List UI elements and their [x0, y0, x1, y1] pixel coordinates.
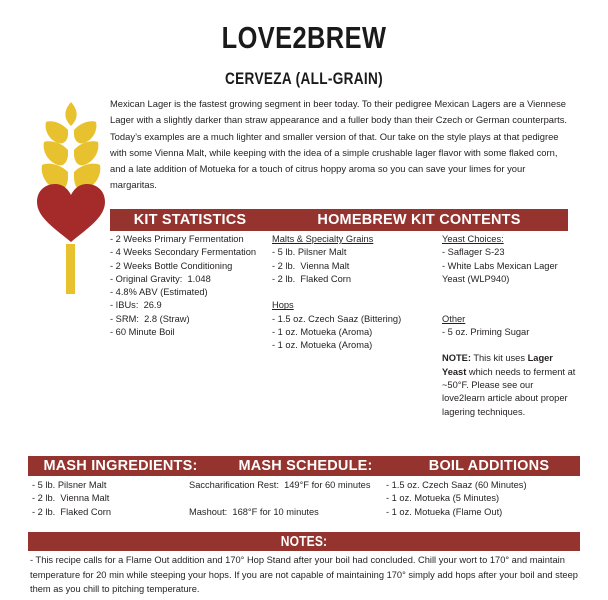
- list-item: - Saflager S-23: [442, 247, 505, 258]
- list-item: - 2 Weeks Bottle Conditioning: [110, 260, 233, 271]
- list-item: - 5 oz. Priming Sugar: [442, 327, 530, 338]
- notes-header-band: [28, 532, 580, 551]
- list-item: - SRM: 2.8 (Straw): [110, 313, 190, 324]
- mash-columns: [28, 479, 588, 519]
- note-bold-term: Lager Yeast: [442, 353, 553, 377]
- list-item: - 60 Minute Boil: [110, 327, 175, 338]
- list-item: - 2 lb. Flaked Corn: [32, 506, 112, 517]
- saccharification-rest: Saccharification Rest: 149°F for 60 minutes: [189, 480, 371, 490]
- homebrew-kit-contents-header: [270, 211, 568, 229]
- list-item: - 2 lb. Flaked Corn: [272, 273, 352, 284]
- yeast-heading: Yeast Choices:: [442, 234, 504, 244]
- list-item: - 2 Weeks Primary Fermentation: [110, 234, 244, 244]
- list-item: - 1 oz. Motueka (Aroma): [272, 340, 373, 351]
- kit-statistics-column: [110, 233, 272, 419]
- kit-statistics-header: [110, 211, 270, 229]
- malts-heading: Malts & Specialty Grains: [272, 234, 374, 244]
- note-label: NOTE:: [442, 353, 471, 364]
- list-item: - 4.8% ABV (Estimated): [110, 287, 208, 298]
- malts-and-hops-column: [272, 233, 442, 419]
- list-item: - 2 lb. Vienna Malt: [272, 260, 350, 271]
- intro-paragraph: Mexican Lager is the fastest growing segment in beer today. To their pedigree Mexican Lagers are a Viennese Lager with a slightly darker than straw appearance and a fuller body than their Czech or German counterparts. Today’s examples are a much lighter and smaller version of that. Our take on the style plays at that pedigree with some Vienna Malt, while keeping with the idea of a simple crushable lager flavor with some flaked corn, and a late addition of Motueka for a touch of citrus hoppy aroma so you can save your limes for your margaritas.: [110, 98, 568, 191]
- page-subtitle: CERVEZA (ALL-GRAIN): [225, 69, 383, 88]
- mashout: Mashout: 168°F for 10 minutes: [189, 506, 319, 517]
- title-block: [0, 0, 608, 87]
- list-item: - 1 oz. Motueka (Aroma): [272, 327, 373, 338]
- list-item: - 5 lb. Pilsner Malt: [32, 480, 107, 490]
- page-title: LOVE2BREW: [221, 20, 387, 55]
- mash-ingredients-label: MASH INGREDIENTS:: [43, 458, 198, 474]
- hops-heading: Hops: [272, 300, 294, 311]
- notes-label: NOTES:: [280, 533, 328, 550]
- mash-ingredients-column: [28, 479, 189, 519]
- list-item: - 2 lb. Vienna Malt: [32, 493, 110, 504]
- lager-yeast-note: [442, 352, 578, 418]
- note-text-1: This kit uses: [470, 353, 528, 364]
- kit-statistics-label: KIT STATISTICS: [133, 212, 247, 228]
- boil-additions-label: BOIL ADDITIONS: [428, 458, 550, 474]
- list-item: - 1 oz. Motueka (Flame Out): [386, 506, 503, 517]
- spacer: [442, 299, 578, 312]
- list-item: - 1.5 oz. Czech Saaz (60 Minutes): [386, 480, 527, 490]
- list-item: - 4 Weeks Secondary Fermentation: [110, 247, 257, 258]
- mash-schedule-label: MASH SCHEDULE:: [238, 458, 373, 474]
- note-text-2: which needs to ferment at ~50°F. Please see our love2learn article about proper lagering techniques.: [442, 366, 576, 417]
- mash-ingredients-header: [28, 457, 213, 475]
- other-heading: Other: [442, 313, 466, 324]
- spacer: [189, 492, 386, 505]
- mash-schedule-header: [213, 457, 398, 475]
- kit-section-header-band: [110, 209, 568, 231]
- spacer: [442, 286, 578, 299]
- yeast-and-other-column: [442, 233, 578, 419]
- list-item: - 5 lb. Pilsner Malt: [272, 247, 347, 258]
- boil-additions-column: [386, 479, 576, 519]
- wheat-heart-logo-icon: [33, 96, 109, 294]
- mash-section-header-band: [28, 456, 580, 476]
- homebrew-kit-contents-label: HOMEBREW KIT CONTENTS: [317, 212, 521, 228]
- kit-columns: [110, 233, 578, 419]
- list-item: - White Labs Mexican Lager Yeast (WLP940): [442, 260, 561, 284]
- list-item: - 1 oz. Motueka (5 Minutes): [386, 493, 500, 504]
- boil-additions-header: [398, 457, 580, 475]
- mash-schedule-column: [189, 479, 386, 519]
- list-item: - 1.5 oz. Czech Saaz (Bittering): [272, 313, 402, 324]
- spacer: [272, 286, 442, 299]
- list-item: - IBUs: 26.9: [110, 300, 162, 311]
- list-item: - Original Gravity: 1.048: [110, 273, 211, 284]
- notes-body: - This recipe calls for a Flame Out addition and 170° Hop Stand after your boil had concluded. Chill your wort to 170° and maintain temperature for 20 min while steeping your hops. If you are not capable of maintaining 170° simply add hops after your boil and steep them as you chill to pitching temperature.: [30, 555, 578, 595]
